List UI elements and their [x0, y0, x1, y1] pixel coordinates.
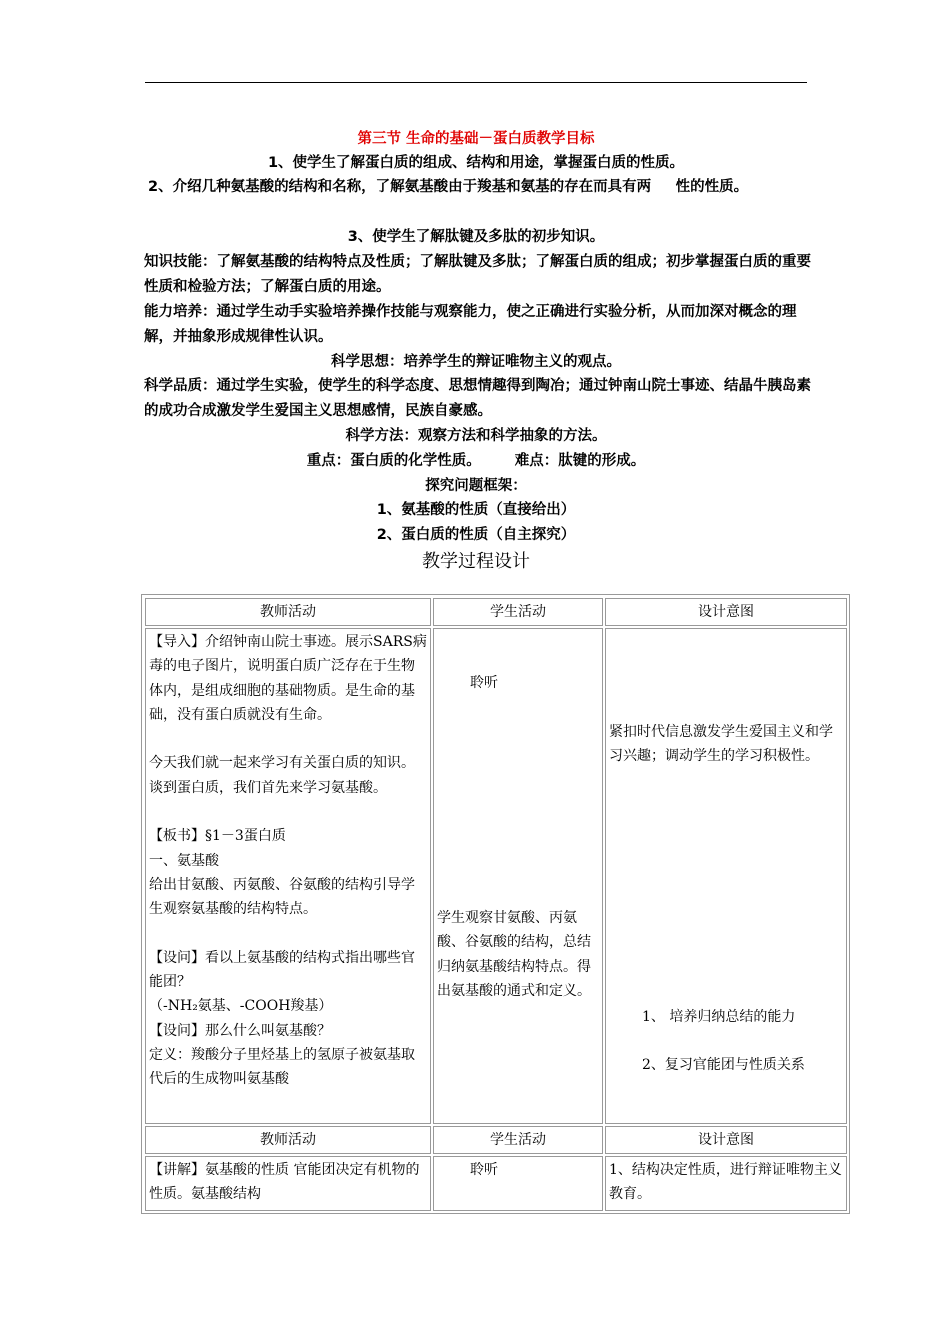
- intent-summarize: 1、 培养归纳总结的能力: [642, 1009, 796, 1025]
- intent-patriotism: 紧扣时代信息激发学生爱国主义和学习兴趣；调动学生的学习积极性。: [609, 724, 833, 765]
- goal-method: 科学方法：观察方法和科学抽象的方法。: [345, 428, 607, 444]
- header-teacher-2: 教师活动: [145, 1126, 431, 1154]
- framework-item-2: 2、蛋白质的性质（自主探究）: [376, 527, 576, 543]
- teacher-board: 【板书】§1－3蛋白质: [149, 828, 286, 845]
- row1-teacher-cell: [145, 628, 431, 1124]
- teacher-section: 一、氨基酸: [149, 852, 219, 869]
- row2-student-cell: [433, 1156, 603, 1211]
- teacher-question-1: 【设问】看以上氨基酸的结构式指出哪些官能团？: [149, 949, 415, 991]
- teacher-today: 今天我们就一起来学习有关蛋白质的知识。: [149, 755, 415, 772]
- intent-functional-groups: 2、复习官能团与性质关系: [642, 1057, 805, 1073]
- student-observe: 学生观察甘氨酸、丙氨酸、谷氨酸的结构，总结归纳氨基酸结构特点。得出氨基酸的通式和定义。: [437, 910, 591, 999]
- student-listen-2: 聆听: [470, 1162, 498, 1178]
- goal-thought: 科学思想：培养学生的辩证唯物主义的观点。: [331, 354, 621, 370]
- header-student: 学生活动: [433, 598, 603, 626]
- goal-ability: 能力培养：通过学生动手实验培养操作技能与观察能力，使之正确进行实验分析，从而加深对概念的理解，并抽象形成规律性认识。: [144, 304, 797, 345]
- row2-teacher-cell: [145, 1156, 431, 1211]
- framework-title: 探究问题框架：: [425, 478, 527, 494]
- student-listen: 聆听: [470, 675, 498, 691]
- teacher-groups: （-NH₂氨基、-COOH羧基）: [149, 998, 333, 1015]
- goal-key-points: 重点：蛋白质的化学性质。 难点：肽键的形成。: [306, 453, 646, 469]
- header-student-2: 学生活动: [433, 1126, 603, 1154]
- framework-item-1: 1、氨基酸的性质（直接给出）: [376, 502, 576, 518]
- objective-3: 3、使学生了解肽键及多肽的初步知识。: [347, 229, 605, 245]
- header-rule: [145, 82, 807, 83]
- teacher-intro: 【导入】介绍钟南山院士事迹。展示SARS病毒的电子图片，说明蛋白质广泛存在于生物体内，是组成细胞的基础物质。是生命的基础，没有蛋白质就没有生命。: [149, 634, 427, 723]
- header-intent: 设计意图: [605, 598, 847, 626]
- row2-intent-cell: [605, 1156, 847, 1211]
- intent-dialectic: 1、结构决定性质，进行辩证唯物主义教育。: [609, 1162, 842, 1203]
- objective-2: 2、介绍几种氨基酸的结构和名称，了解氨基酸由于羧基和氨基的存在而具有两 性的性质。: [148, 179, 749, 195]
- objective-1: 1、使学生了解蛋白质的组成、结构和用途，掌握蛋白质的性质。: [267, 155, 685, 171]
- teacher-definition: 定义：羧酸分子里烃基上的氢原子被氨基取代后的生成物叫氨基酸: [149, 1047, 415, 1088]
- row1-intent-cell: [605, 628, 847, 1124]
- goal-quality: 科学品质：通过学生实验，使学生的科学态度、思想情趣得到陶冶；通过钟南山院士事迹、结晶牛胰岛素的成功合成激发学生爱国主义思想感情，民族自豪感。: [144, 378, 811, 419]
- teaching-process-table: [141, 594, 850, 1214]
- page-title: 第三节 生命的基础－蛋白质教学目标: [357, 131, 595, 147]
- goal-knowledge: 知识技能：了解氨基酸的结构特点及性质；了解肽键及多肽；了解蛋白质的组成；初步掌握蛋白质的重要性质和检验方法；了解蛋白质的用途。: [144, 254, 811, 295]
- row1-student-cell: [433, 628, 603, 1124]
- header-teacher: 教师活动: [145, 598, 431, 626]
- teacher-structures: 给出甘氨酸、丙氨酸、谷氨酸的结构引导学生观察氨基酸的结构特点。: [149, 876, 415, 918]
- teacher-explain: 【讲解】氨基酸的性质 官能团决定有机物的性质。氨基酸结构: [149, 1162, 420, 1203]
- header-intent-2: 设计意图: [605, 1126, 847, 1154]
- teacher-amino-first: 谈到蛋白质，我们首先来学习氨基酸。: [149, 779, 387, 796]
- process-title: 教学过程设计: [422, 551, 530, 572]
- teacher-question-2: 【设问】那么什么叫氨基酸？: [149, 1022, 331, 1039]
